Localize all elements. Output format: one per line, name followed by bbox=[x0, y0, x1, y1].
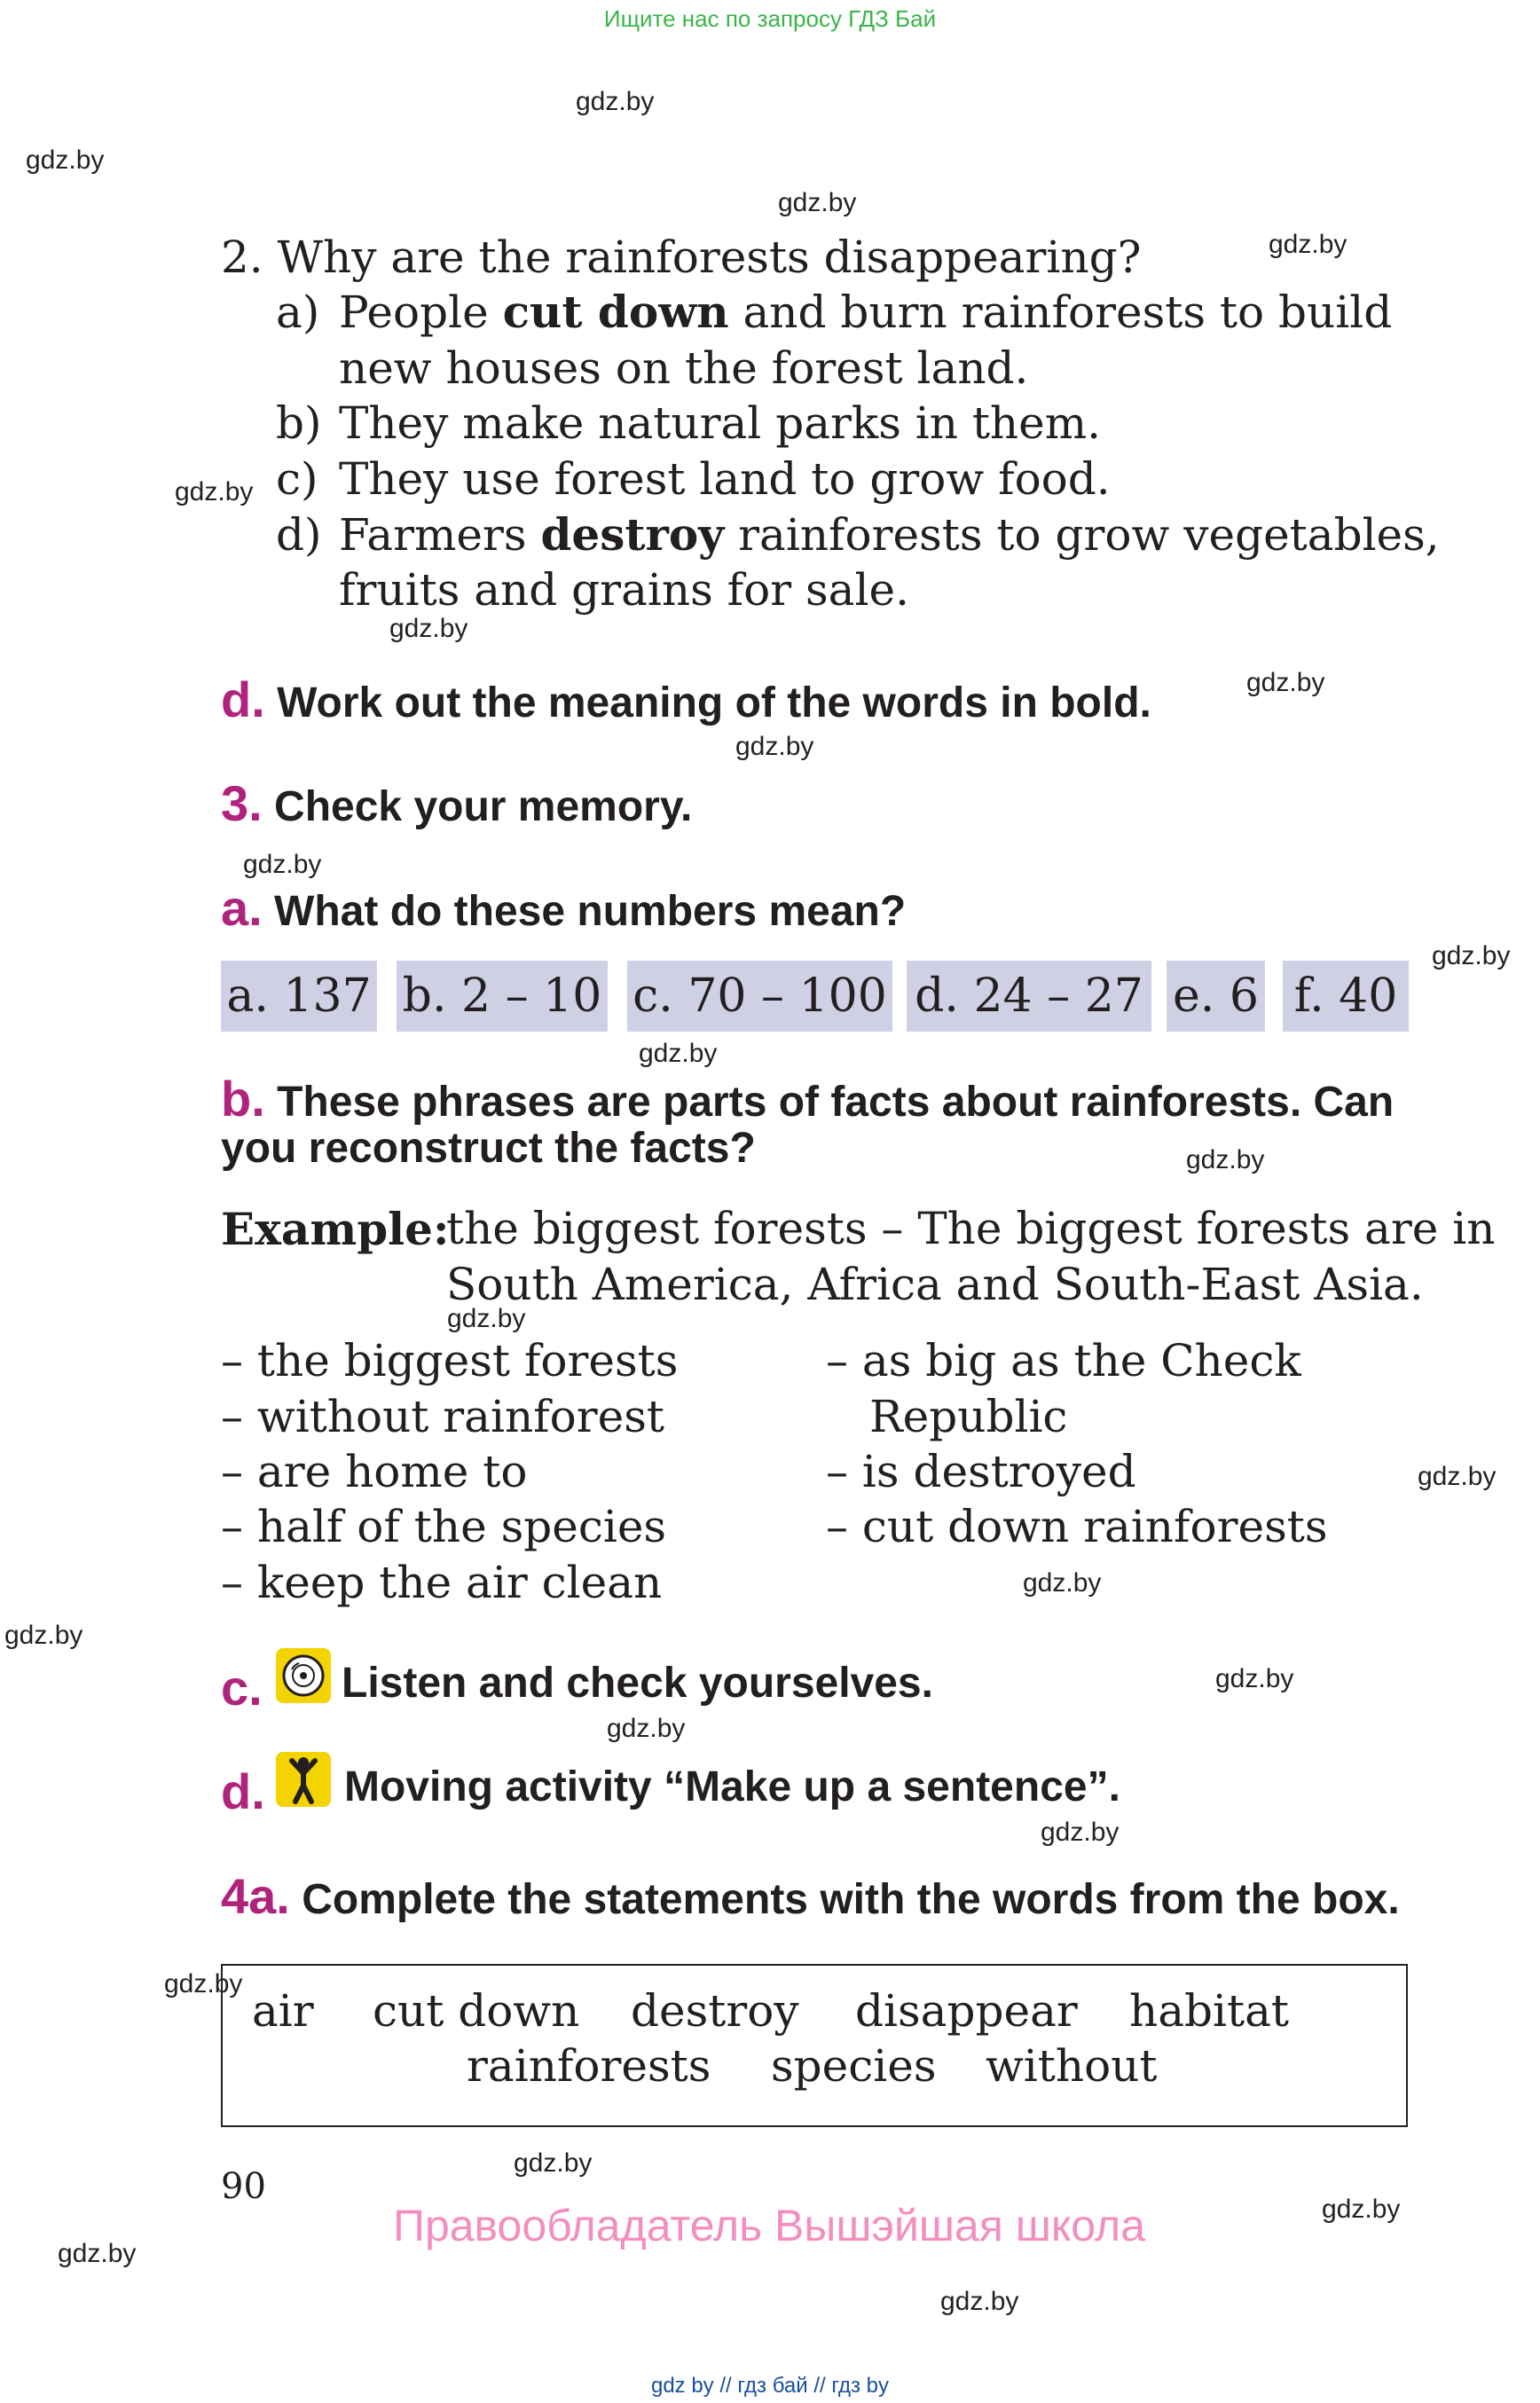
watermark: gdz.by bbox=[1041, 1818, 1120, 1847]
phrase-item: Republic bbox=[869, 1391, 1068, 1442]
watermark: gdz.by bbox=[639, 1039, 718, 1068]
number-chip: e. 6 bbox=[1167, 961, 1265, 1032]
task-text: Check your memory. bbox=[274, 783, 693, 830]
option-d-text bbox=[339, 508, 1440, 561]
option-a-line2: new houses on the forest land. bbox=[339, 342, 1029, 394]
option-d-label: d) bbox=[276, 509, 322, 561]
watermark: gdz.by bbox=[1322, 2195, 1401, 2224]
task-3c-text: Listen and check yourselves. bbox=[342, 1660, 933, 1707]
phrase-item: – without rainforest bbox=[221, 1391, 665, 1442]
example-line2: South America, Africa and South-East Asia. bbox=[446, 1259, 1424, 1310]
task-3b-line1 bbox=[221, 1070, 1394, 1127]
option-d-line2: fruits and grains for sale. bbox=[339, 564, 909, 616]
top-banner[interactable]: Ищите нас по запросу ГДЗ Бай bbox=[603, 5, 937, 32]
copyright-notice: Правообладатель Вышэйшая школа bbox=[393, 2201, 1145, 2250]
task-3-heading bbox=[221, 774, 692, 832]
phrase-item: – is destroyed bbox=[826, 1446, 1136, 1497]
number-chip: a. 137 bbox=[221, 961, 377, 1032]
watermark: gdz.by bbox=[447, 1304, 526, 1333]
watermark: gdz.by bbox=[4, 1621, 83, 1650]
phrase-item: – keep the air clean bbox=[221, 1557, 663, 1608]
task-3d-text: Moving activity “Make up a sentence”. bbox=[344, 1763, 1120, 1810]
option-d-post: rainforests to grow vegetables, bbox=[724, 509, 1440, 561]
question-2-prompt: 2. Why are the rainforests disappearing? bbox=[221, 232, 1142, 283]
watermark: gdz.by bbox=[576, 87, 655, 116]
task-3b-line2: you reconstruct the facts? bbox=[221, 1125, 756, 1172]
watermark: gdz.by bbox=[1432, 941, 1511, 970]
number-chip: b. 2 – 10 bbox=[397, 961, 608, 1032]
word-box-item: without bbox=[986, 2040, 1158, 2092]
word-box-item: habitat bbox=[1129, 1985, 1290, 2037]
watermark: gdz.by bbox=[778, 188, 857, 217]
number-chip: c. 70 – 100 bbox=[627, 961, 892, 1032]
option-a-post: and burn rainforests to build bbox=[728, 287, 1393, 338]
task-letter: d. bbox=[221, 671, 265, 727]
watermark: gdz.by bbox=[26, 145, 105, 175]
example-label: Example: bbox=[221, 1203, 450, 1255]
phrase-item: – are home to bbox=[221, 1446, 528, 1497]
task-letter: d. bbox=[221, 1763, 265, 1819]
task-letter: b. bbox=[221, 1071, 265, 1127]
option-a-label: a) bbox=[276, 287, 320, 338]
option-b-text: They make natural parks in them. bbox=[339, 397, 1102, 449]
task-number: 4a. bbox=[221, 1868, 290, 1924]
option-c-text: They use forest land to grow food. bbox=[339, 453, 1111, 505]
watermark: gdz.by bbox=[58, 2239, 137, 2268]
task-d-meaning bbox=[221, 671, 1151, 728]
task-3a-heading bbox=[221, 879, 906, 937]
task-number: 3. bbox=[221, 775, 263, 831]
watermark: gdz.by bbox=[607, 1714, 686, 1743]
word-box-item: rainforests bbox=[467, 2040, 711, 2092]
task-letter: a. bbox=[221, 880, 263, 936]
task-4a-heading bbox=[221, 1867, 1400, 1925]
watermark: gdz.by bbox=[1418, 1462, 1497, 1491]
page-number: 90 bbox=[221, 2166, 266, 2207]
moving-person-icon bbox=[276, 1752, 331, 1807]
word-box-item: species bbox=[771, 2040, 937, 2092]
task-3c-letter bbox=[221, 1659, 263, 1716]
watermark: gdz.by bbox=[1215, 1664, 1294, 1693]
bold-word-destroy: destroy bbox=[540, 508, 725, 561]
cd-listen-icon bbox=[276, 1648, 331, 1703]
word-box-item: destroy bbox=[631, 1985, 799, 2037]
watermark: gdz.by bbox=[1023, 1568, 1102, 1598]
number-chip: f. 40 bbox=[1283, 961, 1409, 1032]
task-letter: c. bbox=[221, 1660, 263, 1716]
option-c-label: c) bbox=[276, 453, 318, 505]
task-text: Work out the meaning of the words in bold. bbox=[277, 679, 1151, 726]
word-box-item: cut down bbox=[373, 1985, 580, 2037]
bold-word-cut-down: cut down bbox=[502, 286, 729, 338]
option-a-pre: People bbox=[339, 287, 503, 338]
watermark: gdz.by bbox=[243, 850, 322, 879]
footer-links[interactable]: gdz by // гдз бай // гдз by bbox=[650, 2374, 890, 2398]
task-text: What do these numbers mean? bbox=[274, 888, 907, 935]
number-chip: d. 24 – 27 bbox=[907, 961, 1151, 1032]
phrase-item: – the biggest forests bbox=[221, 1335, 679, 1386]
word-box-item: air bbox=[252, 1985, 314, 2037]
watermark: gdz.by bbox=[1186, 1145, 1265, 1174]
phrase-item: – half of the species bbox=[221, 1501, 667, 1552]
watermark: gdz.by bbox=[1269, 230, 1348, 259]
option-d-pre: Farmers bbox=[339, 509, 541, 561]
task-text: Complete the statements with the words from the box. bbox=[302, 1876, 1400, 1923]
watermark: gdz.by bbox=[164, 1969, 243, 1999]
option-b-label: b) bbox=[276, 397, 322, 449]
phrase-item: – cut down rainforests bbox=[826, 1501, 1328, 1552]
watermark: gdz.by bbox=[1246, 668, 1325, 697]
watermark: gdz.by bbox=[389, 614, 468, 643]
phrase-item: – as big as the Check bbox=[826, 1335, 1301, 1386]
watermark: gdz.by bbox=[735, 732, 814, 761]
example-line1: the biggest forests – The biggest forests are in bbox=[446, 1203, 1496, 1254]
task-text: These phrases are parts of facts about rainforests. Can bbox=[277, 1079, 1395, 1126]
word-box-item: disappear bbox=[855, 1985, 1078, 2037]
option-a-text bbox=[339, 286, 1393, 338]
watermark: gdz.by bbox=[514, 2148, 593, 2178]
watermark: gdz.by bbox=[940, 2287, 1019, 2316]
task-3d-letter bbox=[221, 1763, 265, 1820]
watermark: gdz.by bbox=[175, 477, 254, 507]
